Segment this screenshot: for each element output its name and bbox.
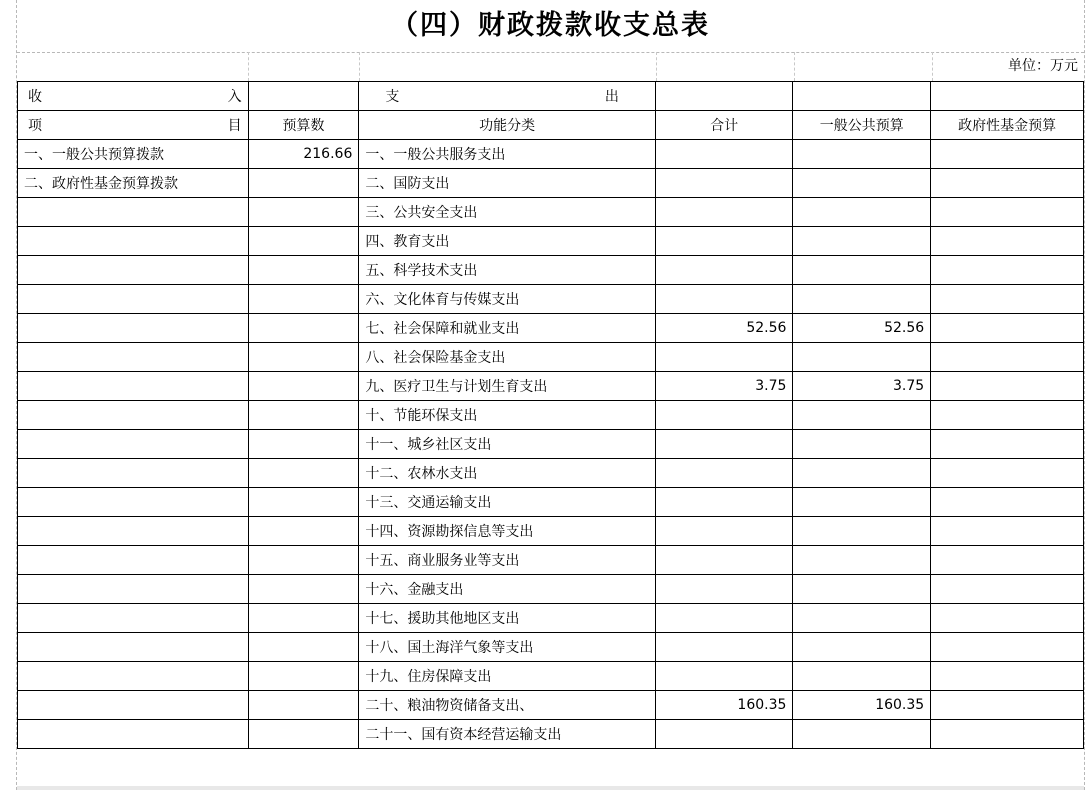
- cell-divider: [794, 52, 795, 81]
- item-header-b: 目: [227, 118, 242, 134]
- general-budget-cell[interactable]: 160.35: [793, 691, 931, 720]
- expense-cell[interactable]: 八、社会保险基金支出: [359, 343, 656, 372]
- income-cell[interactable]: [18, 662, 249, 691]
- general-budget-cell[interactable]: [793, 488, 931, 517]
- income-cell[interactable]: [18, 488, 249, 517]
- total-cell[interactable]: [655, 198, 793, 227]
- expense-cell[interactable]: 十九、住房保障支出: [359, 662, 656, 691]
- budget-cell[interactable]: [248, 575, 359, 604]
- table-row: [18, 401, 1084, 430]
- expense-cell[interactable]: 十六、金融支出: [359, 575, 656, 604]
- fund-budget-cell[interactable]: [931, 314, 1084, 343]
- table-row: [18, 575, 1084, 604]
- total-cell[interactable]: [655, 720, 793, 749]
- fund-budget-cell[interactable]: [931, 662, 1084, 691]
- budget-cell[interactable]: [248, 691, 359, 720]
- empty-header-cell[interactable]: [931, 82, 1084, 111]
- finance-table: [17, 81, 1084, 749]
- fund-budget-cell[interactable]: [931, 198, 1084, 227]
- func-class-header-cell[interactable]: 功能分类: [359, 111, 656, 140]
- expense-cell[interactable]: 十三、交通运输支出: [359, 488, 656, 517]
- budget-cell[interactable]: [248, 720, 359, 749]
- table-row: [18, 314, 1084, 343]
- total-cell[interactable]: [655, 169, 793, 198]
- general-budget-cell[interactable]: [793, 517, 931, 546]
- general-budget-cell[interactable]: [793, 140, 931, 169]
- fund-budget-cell[interactable]: [931, 459, 1084, 488]
- table-row: [18, 256, 1084, 285]
- budget-cell[interactable]: [248, 488, 359, 517]
- expense-cell[interactable]: 十二、农林水支出: [359, 459, 656, 488]
- fund-budget-cell[interactable]: [931, 691, 1084, 720]
- expense-header-cell[interactable]: [359, 82, 656, 111]
- fund-budget-cell[interactable]: [931, 256, 1084, 285]
- income-cell[interactable]: [18, 343, 249, 372]
- unit-row: [17, 52, 1084, 82]
- budget-cell[interactable]: [248, 459, 359, 488]
- budget-cell[interactable]: [248, 169, 359, 198]
- table-row: [18, 459, 1084, 488]
- fund-budget-cell[interactable]: [931, 372, 1084, 401]
- table-row: [18, 691, 1084, 720]
- budget-cell[interactable]: [248, 343, 359, 372]
- income-header-b: 入: [227, 89, 242, 105]
- page-title: （四）财政拨款收支总表: [17, 0, 1084, 53]
- fund-budget-cell[interactable]: [931, 401, 1084, 430]
- budget-cell[interactable]: [248, 662, 359, 691]
- table-row: [18, 633, 1084, 662]
- total-cell[interactable]: [655, 633, 793, 662]
- budget-cell[interactable]: [248, 285, 359, 314]
- table-row: [18, 604, 1084, 633]
- income-header-a: 收: [28, 89, 42, 105]
- expense-cell[interactable]: 十五、商业服务业等支出: [359, 546, 656, 575]
- table-row: [18, 517, 1084, 546]
- general-budget-cell[interactable]: [793, 401, 931, 430]
- general-budget-cell[interactable]: [793, 169, 931, 198]
- fund-budget-cell[interactable]: [931, 720, 1084, 749]
- expense-header-b: 出: [604, 89, 619, 105]
- table-row: [18, 140, 1084, 169]
- budget-cell[interactable]: [248, 430, 359, 459]
- expense-cell[interactable]: 四、教育支出: [359, 227, 656, 256]
- income-cell[interactable]: [18, 430, 249, 459]
- total-cell[interactable]: [655, 430, 793, 459]
- general-budget-cell[interactable]: [793, 633, 931, 662]
- total-cell[interactable]: [655, 227, 793, 256]
- budget-cell[interactable]: [248, 604, 359, 633]
- table-row: [18, 372, 1084, 401]
- budget-cell[interactable]: [248, 372, 359, 401]
- table-row: [18, 198, 1084, 227]
- header-row-2: [18, 111, 1084, 140]
- cell-divider: [248, 52, 249, 81]
- total-cell[interactable]: [655, 140, 793, 169]
- expense-cell[interactable]: 一、一般公共服务支出: [359, 140, 656, 169]
- total-cell[interactable]: [655, 517, 793, 546]
- table-row: [18, 546, 1084, 575]
- empty-header-cell[interactable]: [793, 82, 931, 111]
- general-budget-cell[interactable]: [793, 430, 931, 459]
- fund-budget-cell[interactable]: [931, 604, 1084, 633]
- cell-divider: [359, 52, 360, 81]
- expense-cell[interactable]: 五、科学技术支出: [359, 256, 656, 285]
- general-budget-cell[interactable]: [793, 662, 931, 691]
- income-header-cell[interactable]: [18, 82, 249, 111]
- unit-label: 单位：万元: [1008, 58, 1078, 74]
- expense-header-a: 支: [385, 89, 400, 105]
- table-row: [18, 169, 1084, 198]
- budget-cell[interactable]: [248, 401, 359, 430]
- total-cell[interactable]: [655, 401, 793, 430]
- fund-budget-cell[interactable]: [931, 169, 1084, 198]
- budget-cell[interactable]: [248, 633, 359, 662]
- total-header-cell[interactable]: 合计: [655, 111, 793, 140]
- table-row: [18, 227, 1084, 256]
- sheet-bottom-edge: [17, 786, 1084, 790]
- general-budget-cell[interactable]: [793, 604, 931, 633]
- header-row-1: [18, 82, 1084, 111]
- income-cell[interactable]: [18, 198, 249, 227]
- total-cell[interactable]: 3.75: [655, 372, 793, 401]
- fund-budget-cell[interactable]: [931, 546, 1084, 575]
- expense-cell[interactable]: 六、文化体育与传媒支出: [359, 285, 656, 314]
- general-budget-cell[interactable]: [793, 546, 931, 575]
- total-cell[interactable]: [655, 459, 793, 488]
- income-cell[interactable]: [18, 314, 249, 343]
- budget-cell[interactable]: [248, 517, 359, 546]
- total-cell[interactable]: [655, 256, 793, 285]
- total-cell[interactable]: 160.35: [655, 691, 793, 720]
- fund-budget-cell[interactable]: [931, 343, 1084, 372]
- spreadsheet-sheet: [16, 0, 1085, 790]
- empty-header-cell[interactable]: [655, 82, 793, 111]
- budget-cell[interactable]: [248, 227, 359, 256]
- total-cell[interactable]: [655, 575, 793, 604]
- expense-cell[interactable]: 九、医疗卫生与计划生育支出: [359, 372, 656, 401]
- table-row: [18, 720, 1084, 749]
- income-cell[interactable]: [18, 517, 249, 546]
- fund-budget-cell[interactable]: [931, 488, 1084, 517]
- general-budget-cell[interactable]: [793, 459, 931, 488]
- fund-budget-cell[interactable]: [931, 575, 1084, 604]
- general-budget-cell[interactable]: [793, 256, 931, 285]
- expense-cell[interactable]: 十一、城乡社区支出: [359, 430, 656, 459]
- budget-cell[interactable]: [248, 256, 359, 285]
- general-budget-cell[interactable]: [793, 575, 931, 604]
- table-row: [18, 285, 1084, 314]
- general-budget-cell[interactable]: [793, 285, 931, 314]
- general-budget-cell[interactable]: [793, 198, 931, 227]
- fund-budget-cell[interactable]: [931, 227, 1084, 256]
- total-cell[interactable]: [655, 285, 793, 314]
- fund-budget-cell[interactable]: [931, 140, 1084, 169]
- item-header-a: 项: [28, 118, 42, 134]
- expense-cell[interactable]: 十七、援助其他地区支出: [359, 604, 656, 633]
- income-cell[interactable]: [18, 633, 249, 662]
- general-budget-cell[interactable]: [793, 720, 931, 749]
- income-cell[interactable]: [18, 604, 249, 633]
- income-cell[interactable]: [18, 401, 249, 430]
- total-cell[interactable]: [655, 604, 793, 633]
- budget-header-cell[interactable]: 预算数: [248, 111, 359, 140]
- fund-budget-cell[interactable]: [931, 285, 1084, 314]
- general-budget-header-cell[interactable]: 一般公共预算: [793, 111, 931, 140]
- general-budget-cell[interactable]: [793, 343, 931, 372]
- expense-cell[interactable]: 二十、粮油物资储备支出、: [359, 691, 656, 720]
- expense-cell[interactable]: 三、公共安全支出: [359, 198, 656, 227]
- income-cell[interactable]: [18, 227, 249, 256]
- total-cell[interactable]: [655, 662, 793, 691]
- expense-cell[interactable]: 二、国防支出: [359, 169, 656, 198]
- table-row: [18, 343, 1084, 372]
- budget-cell[interactable]: [248, 198, 359, 227]
- income-cell[interactable]: [18, 720, 249, 749]
- total-cell[interactable]: 52.56: [655, 314, 793, 343]
- general-budget-cell[interactable]: [793, 227, 931, 256]
- income-cell[interactable]: [18, 372, 249, 401]
- budget-cell[interactable]: 216.66: [248, 140, 359, 169]
- expense-cell[interactable]: 十四、资源勘探信息等支出: [359, 517, 656, 546]
- income-cell[interactable]: [18, 575, 249, 604]
- fund-budget-cell[interactable]: [931, 430, 1084, 459]
- item-header-cell[interactable]: [18, 111, 249, 140]
- expense-cell[interactable]: 七、社会保障和就业支出: [359, 314, 656, 343]
- income-cell[interactable]: [18, 546, 249, 575]
- budget-cell[interactable]: [248, 314, 359, 343]
- table-row: [18, 488, 1084, 517]
- expense-cell[interactable]: 十、节能环保支出: [359, 401, 656, 430]
- fund-budget-cell[interactable]: [931, 633, 1084, 662]
- total-cell[interactable]: [655, 546, 793, 575]
- empty-header-cell[interactable]: [248, 82, 359, 111]
- total-cell[interactable]: [655, 488, 793, 517]
- table-row: [18, 430, 1084, 459]
- table-row: [18, 662, 1084, 691]
- total-cell[interactable]: [655, 343, 793, 372]
- fund-budget-header-cell[interactable]: 政府性基金预算: [931, 111, 1084, 140]
- fund-budget-cell[interactable]: [931, 517, 1084, 546]
- general-budget-cell[interactable]: 52.56: [793, 314, 931, 343]
- expense-cell[interactable]: 二十一、国有资本经营运输支出: [359, 720, 656, 749]
- income-cell[interactable]: [18, 459, 249, 488]
- cell-divider: [932, 52, 933, 81]
- income-cell[interactable]: 二、政府性基金预算拨款: [18, 169, 249, 198]
- expense-cell[interactable]: 十八、国土海洋气象等支出: [359, 633, 656, 662]
- cell-divider: [656, 52, 657, 81]
- income-cell[interactable]: [18, 256, 249, 285]
- income-cell[interactable]: [18, 285, 249, 314]
- budget-cell[interactable]: [248, 546, 359, 575]
- income-cell[interactable]: 一、一般公共预算拨款: [18, 140, 249, 169]
- income-cell[interactable]: [18, 691, 249, 720]
- general-budget-cell[interactable]: 3.75: [793, 372, 931, 401]
